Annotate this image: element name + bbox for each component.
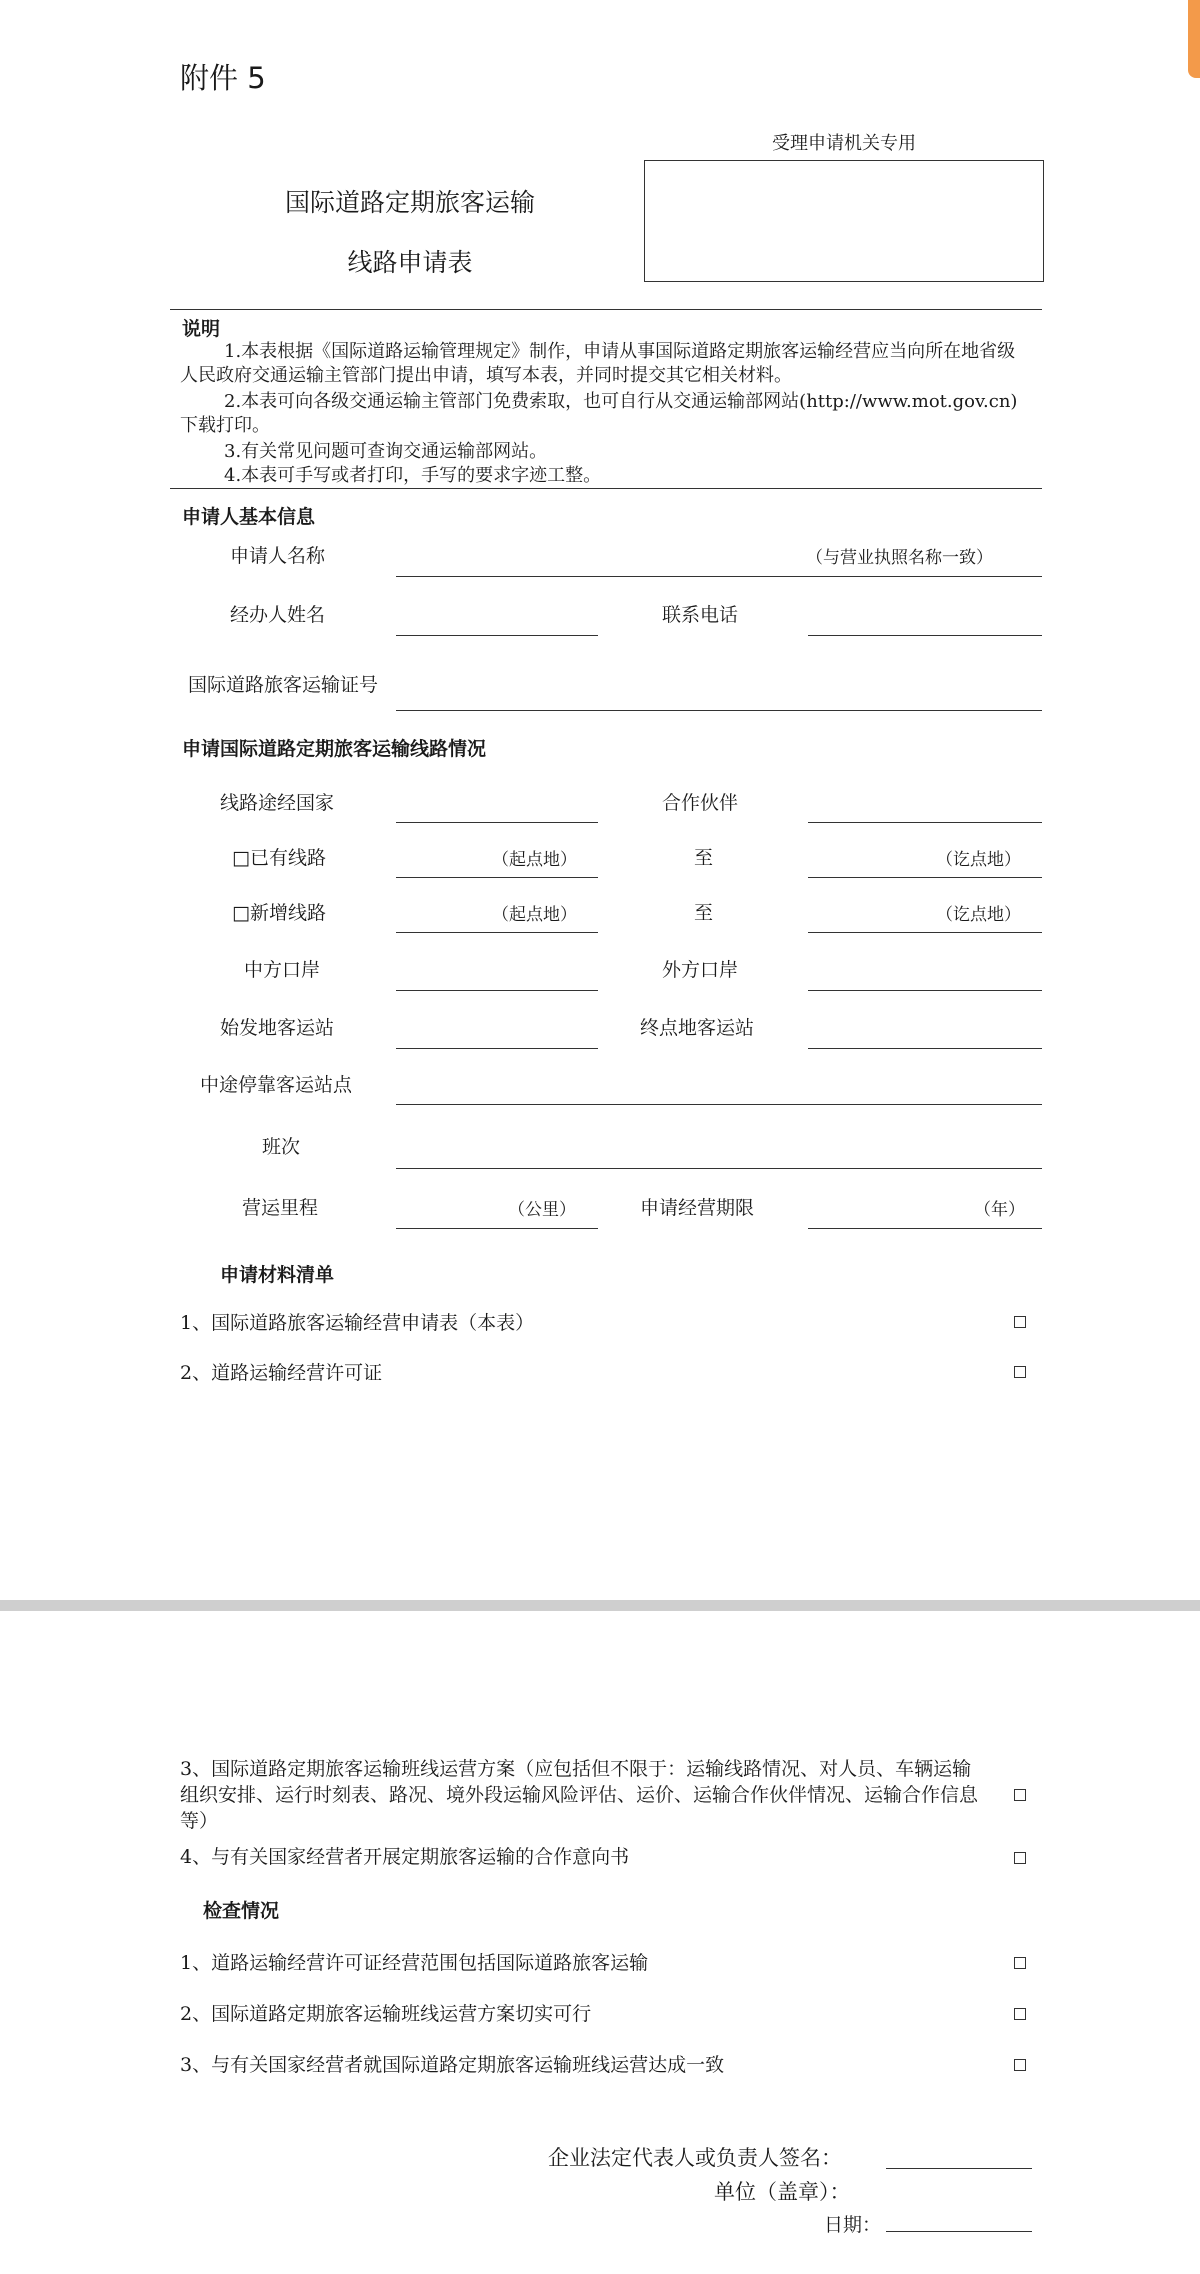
legal-rep-signature-field[interactable]: [886, 2168, 1032, 2169]
inspection-3-checkbox[interactable]: [1014, 2059, 1026, 2071]
km-hint: （公里）: [508, 1200, 576, 1220]
mileage-label: 营运里程: [242, 1197, 319, 1219]
material-item-2: 2、道路运输经营许可证: [180, 1362, 383, 1384]
note-item-1: 1.本表根据《国际道路运输管理规定》制作，申请从事国际道路定期旅客运输经营应当向所在地省级人民政府交通运输主管部门提出申请，填写本表，并同时提交其它相关材料。: [180, 341, 1016, 386]
material-3-checkbox[interactable]: [1014, 1789, 1026, 1801]
material-4-checkbox[interactable]: [1014, 1852, 1026, 1864]
inspection-item-3: 3、与有关国家经营者就国际道路定期旅客运输班线运营达成一致: [180, 2054, 725, 2076]
partner-field[interactable]: [808, 822, 1042, 823]
page-separator: [0, 1600, 1200, 1611]
to-label: 至: [694, 847, 714, 869]
schedule-field[interactable]: [396, 1168, 1042, 1169]
origin-station-field[interactable]: [396, 1048, 598, 1049]
note-item-4: 4.本表可手写或者打印，手写的要求字迹工整。: [224, 465, 602, 486]
countries-field[interactable]: [396, 822, 598, 823]
origin-station-label: 始发地客运站: [220, 1017, 335, 1039]
material-item-3: 3、国际道路定期旅客运输班线运营方案（应包括但不限于：运输线路情况、对人员、车辆运输组织安排、运行时刻表、路况、境外段运输风险评估、运价、运输合作伙伴情况、运输合作信息等）: [180, 1758, 979, 1832]
date-field[interactable]: [886, 2231, 1032, 2232]
existing-route-dest-field[interactable]: [808, 877, 1042, 878]
material-2-checkbox[interactable]: [1014, 1366, 1026, 1378]
date-label: 日期：: [824, 2214, 882, 2236]
phone-label: 联系电话: [662, 604, 739, 626]
legal-rep-signature-label: 企业法定代表人或负责人签名：: [548, 2146, 842, 2170]
period-label: 申请经营期限: [640, 1197, 755, 1219]
scrollbar-thumb[interactable]: [1188, 0, 1200, 78]
dest-station-field[interactable]: [808, 1048, 1042, 1049]
foreign-port-field[interactable]: [808, 990, 1042, 991]
year-hint: （年）: [974, 1200, 1025, 1220]
partner-label: 合作伙伴: [662, 792, 739, 814]
form-title-line2: 线路申请表: [347, 248, 473, 277]
origin-hint: （起点地）: [492, 905, 577, 925]
section-heading-materials: 申请材料清单: [220, 1264, 335, 1286]
existing-route-checkbox[interactable]: □已有线路: [232, 847, 326, 869]
schedule-label: 班次: [262, 1136, 301, 1158]
office-use-label: 受理申请机关专用: [772, 133, 916, 154]
applicant-name-hint: （与营业执照名称一致）: [806, 548, 993, 568]
material-item-1: 1、国际道路旅客运输经营申请表（本表）: [180, 1312, 535, 1334]
license-no-label: 国际道路旅客运输证号: [188, 674, 379, 696]
office-use-box[interactable]: [644, 160, 1044, 282]
notes-heading: 说明: [182, 318, 221, 340]
section-heading-basic-info: 申请人基本信息: [182, 506, 316, 528]
divider: [170, 309, 1042, 310]
cn-port-field[interactable]: [396, 990, 598, 991]
stops-field[interactable]: [396, 1104, 1042, 1105]
handler-name-field[interactable]: [396, 635, 598, 636]
section-heading-inspection: 检查情况: [203, 1900, 280, 1922]
note-item-2: 2.本表可向各级交通运输主管部门免费索取，也可自行从交通运输部网站(http://www.mot.gov.cn)下载打印。: [180, 391, 1018, 436]
section-heading-route-info: 申请国际道路定期旅客运输线路情况: [182, 738, 487, 760]
countries-label: 线路途经国家: [220, 792, 335, 814]
foreign-port-label: 外方口岸: [662, 959, 739, 981]
mileage-field[interactable]: [396, 1228, 598, 1229]
attachment-label: 附件 5: [180, 61, 266, 95]
cn-port-label: 中方口岸: [244, 959, 321, 981]
to-label: 至: [694, 902, 714, 924]
dest-hint: （讫点地）: [936, 905, 1021, 925]
inspection-1-checkbox[interactable]: [1014, 1957, 1026, 1969]
form-title-line1: 国际道路定期旅客运输: [284, 188, 535, 217]
inspection-item-2: 2、国际道路定期旅客运输班线运营方案切实可行: [180, 2003, 592, 2025]
note-item-3: 3.有关常见问题可查询交通运输部网站。: [224, 441, 548, 462]
stops-label: 中途停靠客运站点: [200, 1074, 353, 1096]
inspection-item-1: 1、道路运输经营许可证经营范围包括国际道路旅客运输: [180, 1952, 649, 1974]
license-no-field[interactable]: [396, 710, 1042, 711]
new-route-dest-field[interactable]: [808, 932, 1042, 933]
dest-station-label: 终点地客运站: [640, 1017, 755, 1039]
divider: [170, 488, 1042, 489]
new-route-origin-field[interactable]: [396, 932, 598, 933]
material-item-4: 4、与有关国家经营者开展定期旅客运输的合作意向书: [180, 1846, 630, 1868]
phone-field[interactable]: [808, 635, 1042, 636]
material-1-checkbox[interactable]: [1014, 1316, 1026, 1328]
unit-stamp-label: 单位（盖章）：: [714, 2180, 851, 2204]
handler-name-label: 经办人姓名: [230, 604, 326, 626]
period-field[interactable]: [808, 1228, 1042, 1229]
origin-hint: （起点地）: [492, 850, 577, 870]
dest-hint: （讫点地）: [936, 850, 1021, 870]
applicant-name-field[interactable]: [396, 576, 1042, 577]
existing-route-origin-field[interactable]: [396, 877, 598, 878]
inspection-2-checkbox[interactable]: [1014, 2008, 1026, 2020]
new-route-checkbox[interactable]: □新增线路: [232, 902, 326, 924]
applicant-name-label: 申请人名称: [230, 545, 326, 567]
